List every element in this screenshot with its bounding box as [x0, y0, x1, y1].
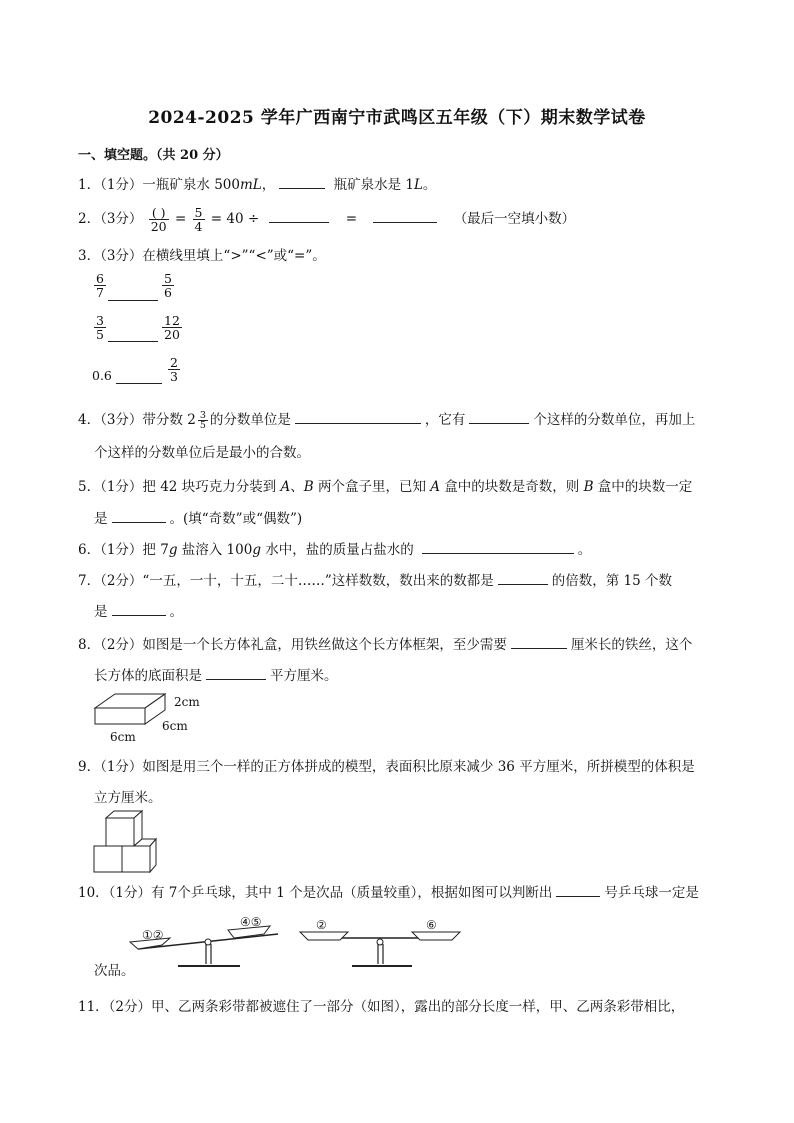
compare-row-3: 0.6: [92, 368, 112, 383]
question-10-line-2: 次品。: [94, 963, 135, 979]
question-9-line-2: 立方厘米。: [94, 790, 162, 806]
answer-blank[interactable]: [108, 341, 158, 342]
fraction: $\frac{5}{4}$: [194, 205, 203, 234]
question-8: 8．（2分）如图是一个长方体礼盒，用铁丝做这个长方体框架，至少需要 厘米长的铁丝，这个: [78, 634, 692, 654]
answer-blank[interactable]: [511, 634, 567, 649]
balance-scale-2: [296, 920, 466, 974]
question-7: 7．（2分）“一五，一十，十五，二十……”这样数数，数出来的数都是 的倍数，第 15 个数: [78, 570, 672, 590]
page-title: 2024-2025 学年广西南宁市武鸣区五年级（下）期末数学试卷: [148, 108, 646, 128]
scale-2-left-balls: ②: [316, 918, 327, 932]
answer-blank[interactable]: [112, 508, 166, 523]
question-4: 4．（3分）带分数 2 $\frac{3}{5}$ 的分数单位是 ，它有 个这样的分数单位，再加上: [78, 410, 696, 431]
question-5-line-2: 是 。(填“奇数”或“偶数”): [94, 508, 302, 528]
question-5: 5．（1分）把 42 块巧克力分装到 A、B 两个盒子里，已知 A 盒中的块数是奇数，则 B 盒中的块数一定: [78, 479, 693, 495]
compare-row-2: $\frac{3}{5}$: [96, 313, 104, 342]
width-label: 6cm: [162, 719, 188, 733]
question-3: 3．（3分）在横线里填上“>”“<”或“=”。: [78, 248, 326, 264]
question-2: 2．（3分） $\frac{( )}{20}$ = $\frac{5}{4}$ = 40 ÷ = （最后一空填小数）: [78, 205, 576, 234]
question-9: 9．（1分）如图是用三个一样的正方体拼成的模型，表面积比原来减少 36 平方厘米，所拼模型的体积是: [78, 759, 695, 775]
question-7-line-2: 是 。: [94, 601, 183, 621]
three-cubes-figure: [92, 808, 162, 874]
answer-blank[interactable]: [116, 383, 162, 384]
answer-blank[interactable]: [295, 409, 421, 424]
question-11: 11．（2分）甲、乙两条彩带都被遮住了一部分（如图），露出的部分长度一样，甲、乙两条彩带相比，: [78, 999, 685, 1015]
question-4-line-2: 个这样的分数单位后是最小的合数。: [94, 445, 310, 461]
exam-page: 2024-2025 学年广西南宁市武鸣区五年级（下）期末数学试卷 一、填空题。（共 20 分） 1．（1分）一瓶矿泉水 500mL， 瓶矿泉水是 1L。 2．（3分） $\frac{( )}{20}$ = $\frac{5}{4}$ = 40 ÷ = （最后一空填小数） 3．（3分）在横线里填上“>”“<”或“=”。 $\frac{6}{7}$ $\frac{5}{6}$ $\frac{3}{5}$ $\frac{12}{20}$ 0.6 $\frac{2}{3}$ 4．（3分）带分数 2 $\frac{3}{5}$ 的分数单位是 ，它有 个这样的分数单位，再加上 个这样的分数单位后是最小的合数。 5．（1分）把 42 块巧克力分装到 A、B 两个盒子里，已知 A 盒中的块数是奇数，则 B 盒中的块数一定 是 。(填“奇数”或“偶数”) 6．（1分）把 7g 盐溶入 100g 水中，盐的质量占盐水的 。 7．（2分）“一五，一十，十五，二十……”这样数数，数出来的数都是 的倍数，第 15 个数 是 。 8．（2分）如图是一个长方体礼盒，用铁丝做这个长方体框架，至少需要 厘米长的铁丝，这个 长方体的底面积是 平方厘米。 2cm 6cm 6cm 9．（1分）如图是用三个一样的正方体拼成的模型，表面积比原来减少 36 平方厘米，所拼模型的体积是 立方厘米。 10．（1分）有 7个乒乓球，其中 1 个是次品（质量较重），根据如图可以判断出 号乒乓球一定是 ①② ④⑤ ② ⑥ 次品。 11．（2分）甲、乙两条彩带都被遮住了一部分（如图），露出的部分长度一样，甲、乙两条彩带相比，: [0, 0, 794, 1123]
scale-1-right-balls: ④⑤: [240, 915, 262, 929]
section-heading: 一、填空题。（共 20 分）: [78, 148, 229, 163]
fraction: $\frac{( )}{20}$: [150, 205, 167, 234]
answer-blank[interactable]: [469, 409, 529, 424]
question-6: 6．（1分）把 7g 盐溶入 100g 水中，盐的质量占盐水的 。: [78, 539, 591, 559]
question-8-line-2: 长方体的底面积是 平方厘米。: [94, 665, 338, 685]
compare-row-1: $\frac{6}{7}$: [96, 271, 104, 300]
height-label: 2cm: [174, 695, 200, 709]
answer-blank[interactable]: [279, 174, 325, 189]
question-1: 1．（1分）一瓶矿泉水 500mL， 瓶矿泉水是 1L。: [78, 174, 436, 194]
fraction: $\frac{3}{5}$: [199, 410, 206, 431]
answer-blank[interactable]: [373, 208, 437, 223]
answer-blank[interactable]: [498, 570, 548, 585]
length-label: 6cm: [110, 730, 136, 744]
answer-blank[interactable]: [108, 300, 158, 301]
answer-blank[interactable]: [556, 882, 600, 897]
answer-blank[interactable]: [269, 208, 329, 223]
answer-blank[interactable]: [422, 539, 574, 554]
answer-blank[interactable]: [112, 601, 166, 616]
answer-blank[interactable]: [206, 665, 266, 680]
scale-2-right-balls: ⑥: [426, 918, 437, 932]
balance-scale-1: [128, 912, 288, 974]
cuboid-gift-box-figure: [90, 690, 210, 746]
question-10: 10．（1分）有 7个乒乓球，其中 1 个是次品（质量较重），根据如图可以判断出 号乒乓球一定是: [78, 882, 699, 902]
scale-1-left-balls: ①②: [142, 928, 164, 942]
